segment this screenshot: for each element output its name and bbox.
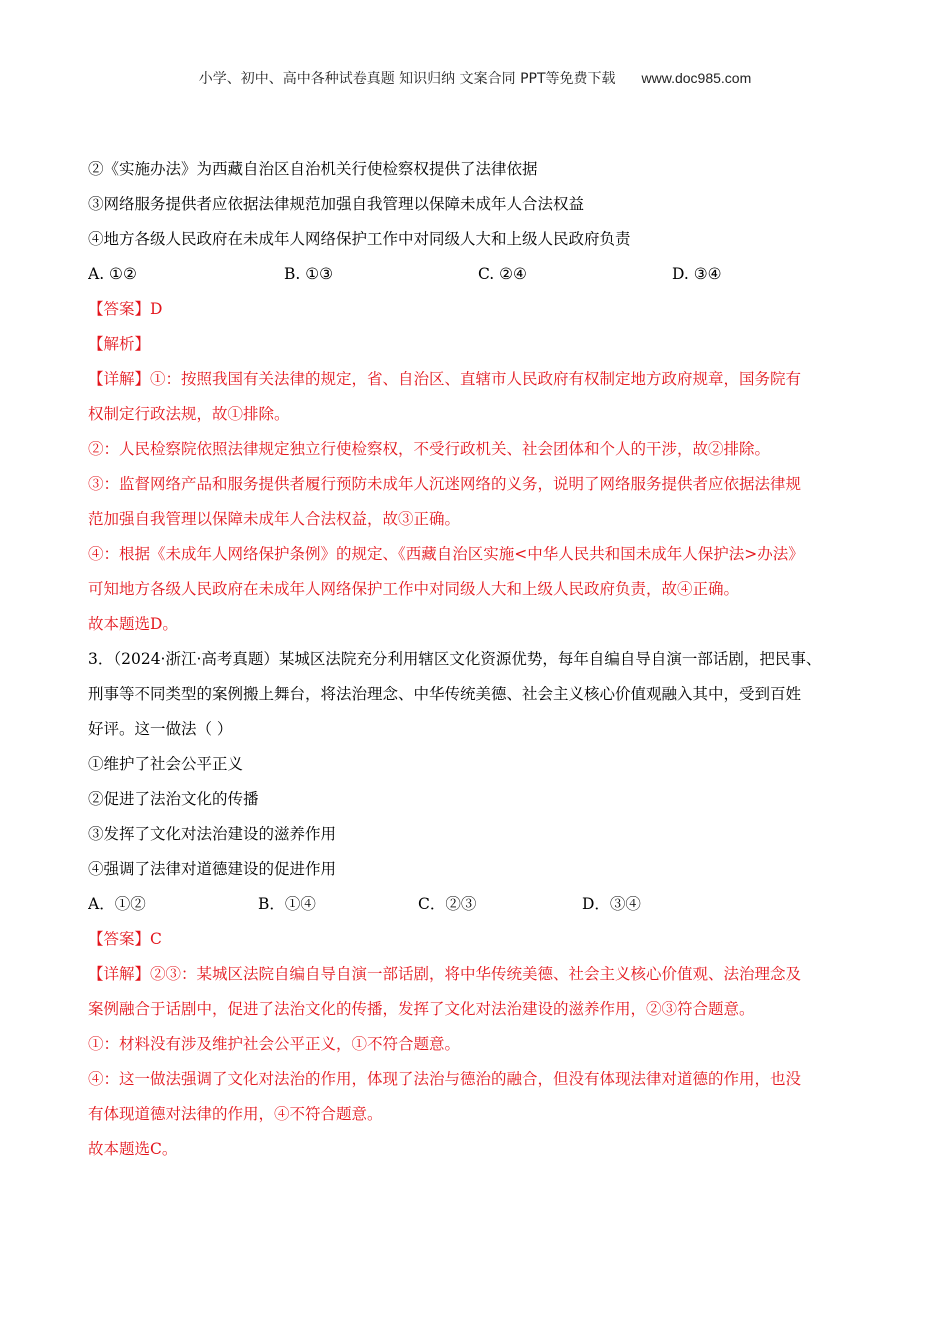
q3-option-a: A．①② <box>88 895 146 913</box>
q2-detail-line: 权制定行政法规，故①排除。 <box>88 405 290 423</box>
q3-detail-line: 有体现道德对法律的作用，④不符合题意。 <box>88 1105 383 1123</box>
q3-options <box>88 887 878 922</box>
q3-item-3: ③发挥了文化对法治建设的滋养作用 <box>88 825 337 843</box>
q2-answer: 【答案】D <box>88 300 163 318</box>
q2-analysis-label: 【解析】 <box>88 335 151 353</box>
q3-stem-line: 好评。这一做法（ ） <box>88 720 233 738</box>
q2-option-b: B. ①③ <box>284 265 334 283</box>
q2-option-a: A. ①② <box>88 265 137 283</box>
q3-item-1: ①维护了社会公平正义 <box>88 755 244 773</box>
q3-option-c: C．②③ <box>418 895 477 913</box>
q2-detail-line: 范加强自我管理以保障未成年人合法权益，故③正确。 <box>88 510 461 528</box>
q2-item-2: ②《实施办法》为西藏自治区自治机关行使检察权提供了法律依据 <box>88 160 538 178</box>
q2-option-d: D. ③④ <box>672 265 722 283</box>
q2-item-3: ③网络服务提供者应依据法律规范加强自我管理以保障未成年人合法权益 <box>88 195 585 213</box>
q3-option-b: B．①④ <box>258 895 316 913</box>
document-body <box>88 152 878 1167</box>
q3-answer: 【答案】C <box>88 930 162 948</box>
q3-detail-line: ①：材料没有涉及维护社会公平正义，①不符合题意。 <box>88 1035 461 1053</box>
q3-stem-line: 3．（2024·浙江·高考真题）某城区法院充分利用辖区文化资源优势，每年自编自导自演一部话剧，把民事、 <box>88 650 822 668</box>
q2-item-4: ④地方各级人民政府在未成年人网络保护工作中对同级人大和上级人民政府负责 <box>88 230 631 248</box>
q2-detail-line: 【详解】①：按照我国有关法律的规定，省、自治区、直辖市人民政府有权制定地方政府规章，国务院有 <box>88 370 802 388</box>
q3-detail-line: ④：这一做法强调了文化对法治的作用，体现了法治与德治的融合，但没有体现法律对道德的作用，也没 <box>88 1070 802 1088</box>
q3-item-2: ②促进了法治文化的传播 <box>88 790 259 808</box>
q3-option-d: D．③④ <box>582 895 641 913</box>
q2-option-c: C. ②④ <box>478 265 527 283</box>
header-site-link[interactable]: www.doc985.com <box>641 70 752 86</box>
q2-conclusion: 故本题选D。 <box>88 615 178 633</box>
q2-detail-line: 可知地方各级人民政府在未成年人网络保护工作中对同级人大和上级人民政府负责，故④正确。 <box>88 580 740 598</box>
q3-detail-line: 案例融合于话剧中，促进了法治文化的传播，发挥了文化对法治建设的滋养作用，②③符合题意。 <box>88 1000 755 1018</box>
q3-conclusion: 故本题选C。 <box>88 1140 178 1158</box>
q2-options <box>88 257 878 292</box>
q2-detail-line: ③：监督网络产品和服务提供者履行预防未成年人沉迷网络的义务，说明了网络服务提供者应依据法律规 <box>88 475 802 493</box>
header-text: 小学、初中、高中各种试卷真题 知识归纳 文案合同 PPT等免费下载 <box>198 71 616 87</box>
q2-detail-line: ④：根据《未成年人网络保护条例》的规定、《西藏自治区实施<中华人民共和国未成年人保护法>办法》 <box>88 545 804 563</box>
q2-detail-line: ②：人民检察院依照法律规定独立行使检察权，不受行政机关、社会团体和个人的干涉，故②排除。 <box>88 440 771 458</box>
q3-stem-line: 刑事等不同类型的案例搬上舞台，将法治理念、中华传统美德、社会主义核心价值观融入其中，受到百姓 <box>88 685 802 703</box>
page-header <box>0 68 950 88</box>
q3-detail-line: 【详解】②③：某城区法院自编自导自演一部话剧，将中华传统美德、社会主义核心价值观、法治理念及 <box>88 965 802 983</box>
q3-item-4: ④强调了法律对道德建设的促进作用 <box>88 860 337 878</box>
